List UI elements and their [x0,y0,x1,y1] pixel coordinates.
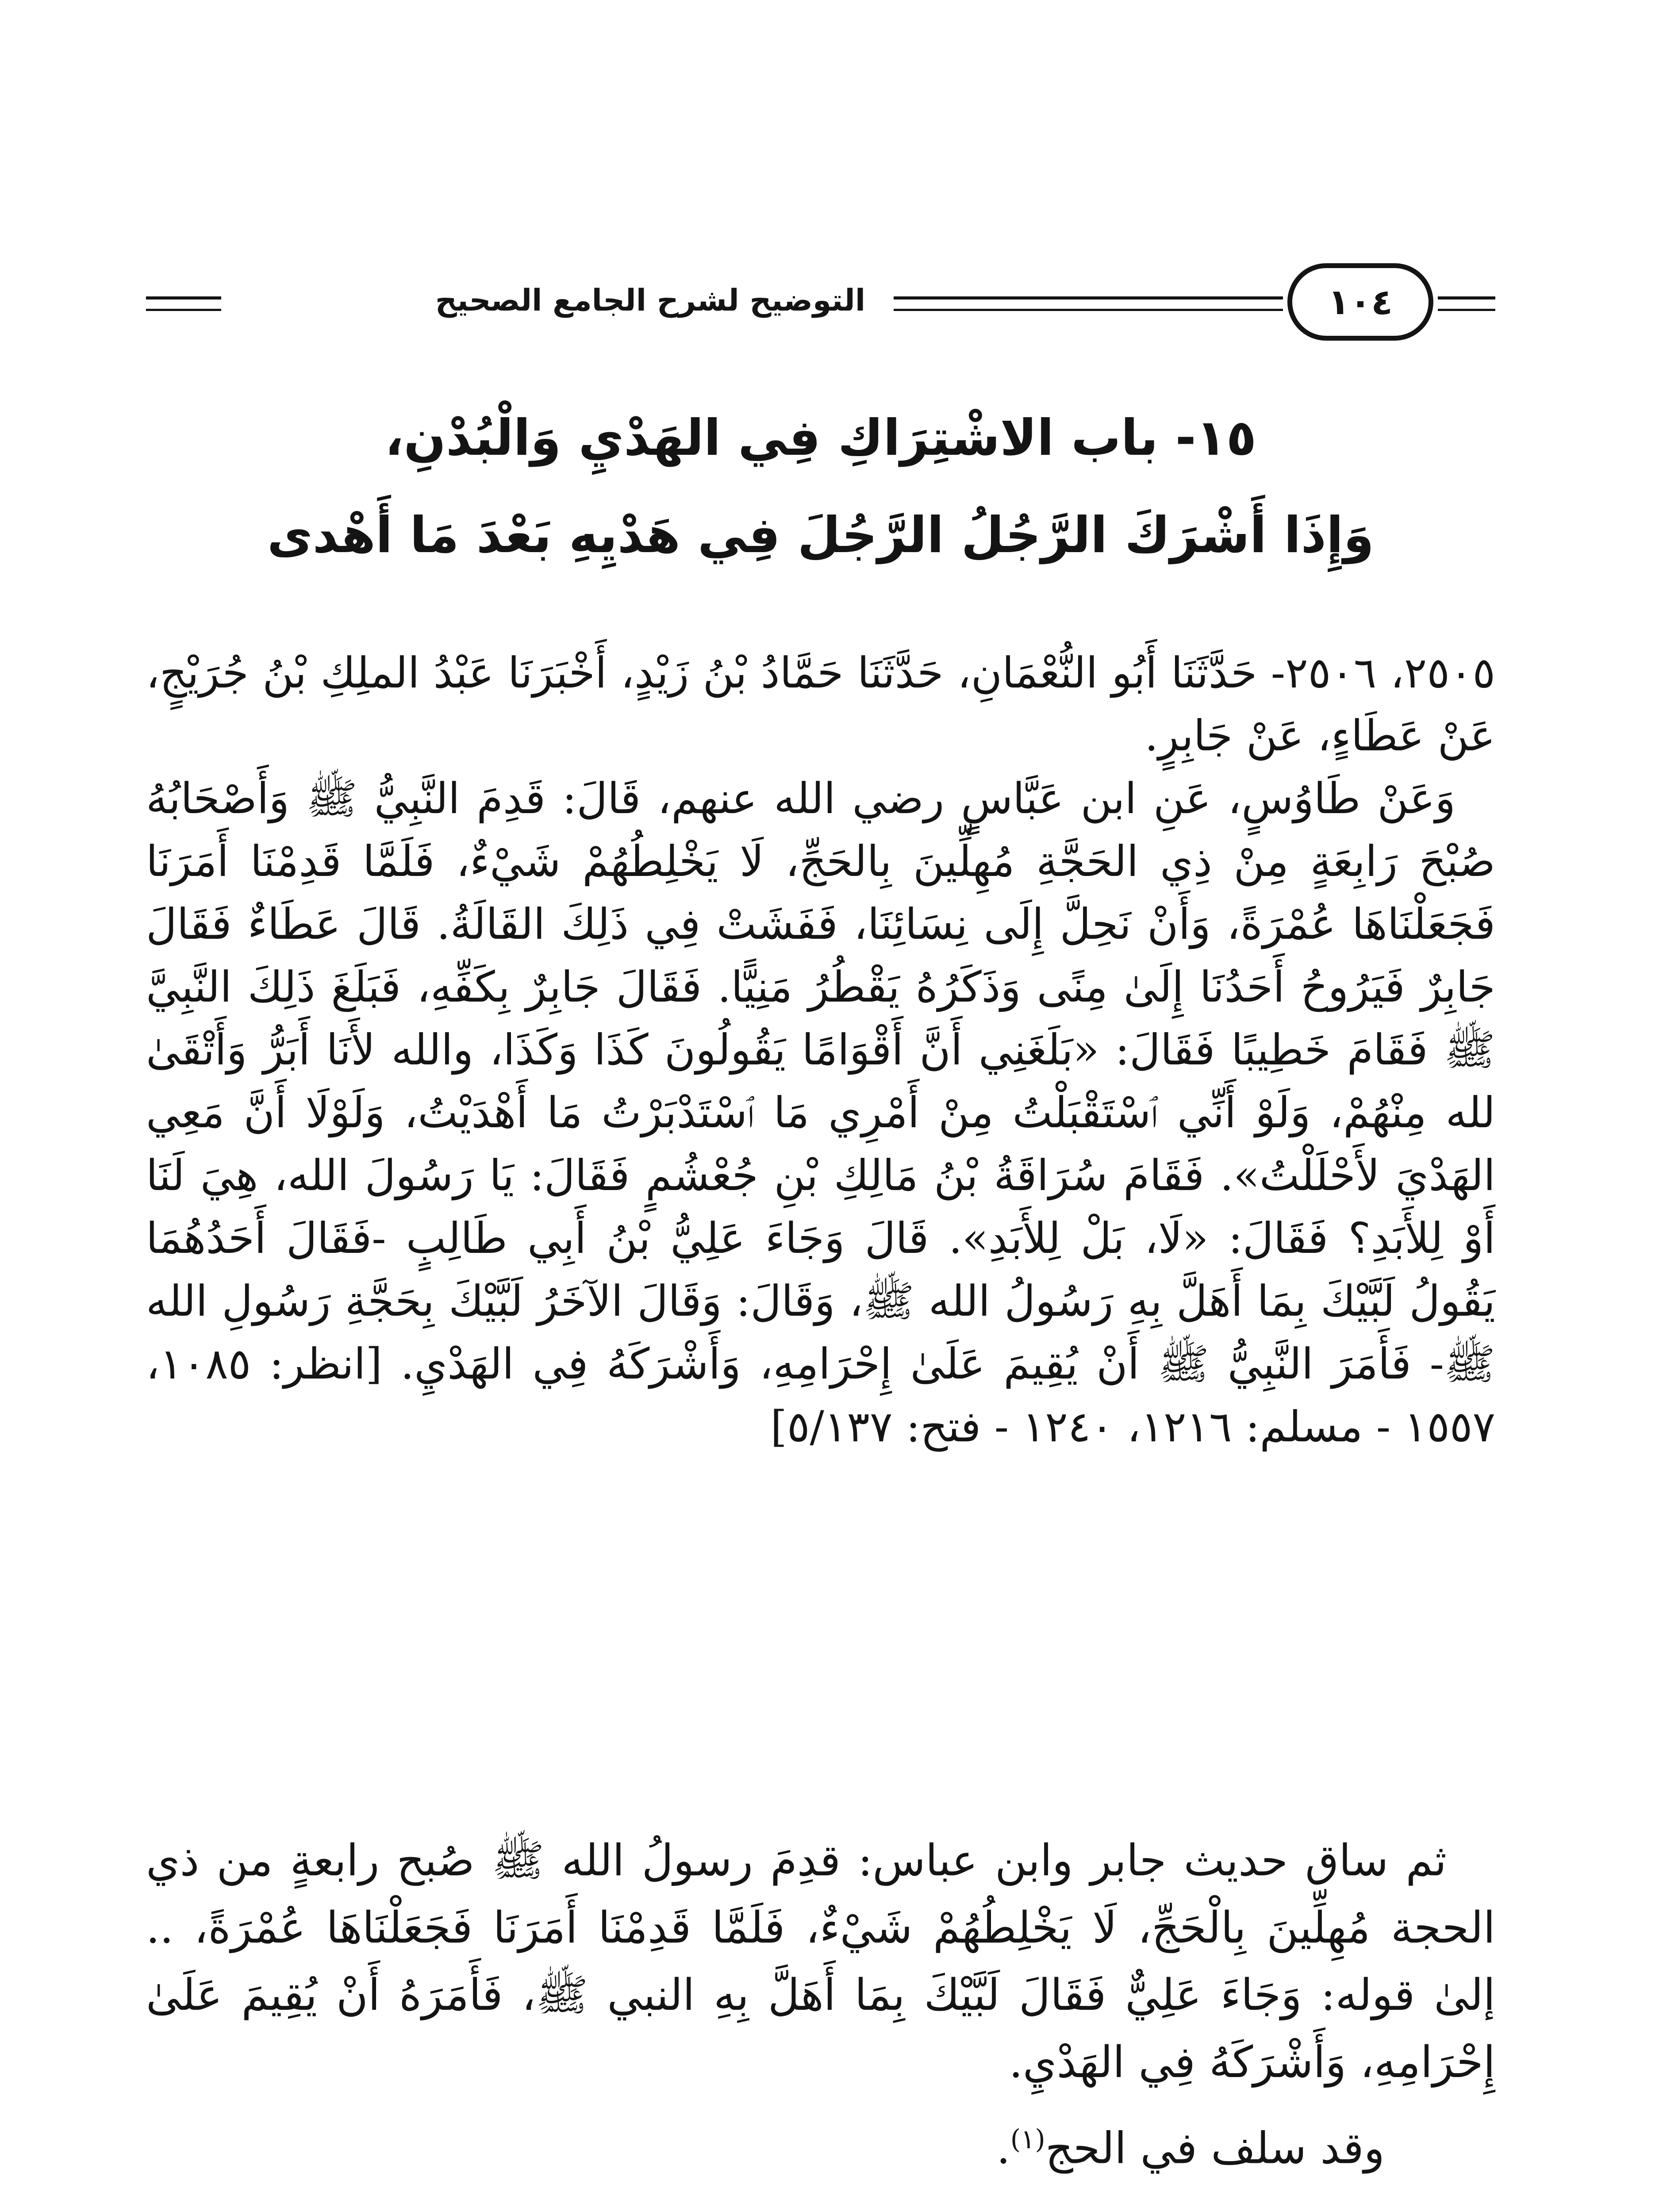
running-header [146,261,1495,349]
header-rule-left [146,309,221,311]
chapter-subtitle: وَإِذَا أَشْرَكَ الرَّجُلُ الرَّجُلَ فِي هَدْيِهِ بَعْدَ مَا أَهْدى [267,507,1374,564]
header-rule-middle [894,296,1283,300]
commentary [146,1827,1495,2096]
isnad: ٢٥٠٥، ٢٥٠٦- حَدَّثَنَا أَبُو النُّعْمَانِ، حَدَّثَنَا حَمَّادُ بْنُ زَيْدٍ، أَخْبَرَنَا عَبْدُ الملِكِ بْنُ جُرَيْجٍ، عَنْ عَطَاءٍ، عَنْ جَابِرٍ. [146,648,1496,760]
book-title: التوضيح لشرح الجامع الصحيح [435,283,866,318]
header-rule-middle [894,309,1283,311]
header-rule-left [146,296,221,300]
hadith-text [146,641,1495,1458]
hadith-reference: [انظر: ١٠٨٥، ١٥٥٧ - مسلم: ١٢١٦، ١٢٤٠ - فتح: ٥/١٣٧] [146,1339,1495,1452]
chapter-title: ١٥- باب الاشْتِرَاكِ فِي الهَدْيِ وَالْبُدْنِ، [384,409,1257,467]
page-number: ١٠٤ [1287,263,1433,341]
header-rule-right [1438,296,1495,300]
footnote-ref: (١) [1010,2124,1045,2155]
hadith-matn: وَعَنْ طَاوُسٍ، عَنِ ابن عَبَّاسٍ رضي الله عنهم، قَالَ: قَدِمَ النَّبِيُّ ﷺ وَأَصْحَابُهُ صُبْحَ رَابِعَةٍ مِنْ ذِي الحَجَّةِ مُهِلِّينَ بِالحَجِّ، لَا يَخْلِطُهُمْ شَيْءٌ، فَلَمَّا قَدِمْنَا أَمَرَنَا فَجَعَلْنَاهَا عُمْرَةً، وَأَنْ نَحِلَّ إِلَى نِسَائِنَا، فَفَشَتْ فِي ذَلِكَ القَالَةُ. قَالَ عَطَاءٌ فَقَالَ جَابِرٌ فَيَرُوحُ أَحَدُنَا إِلَىٰ مِنًى وَذَكَرُهُ يَقْطُرُ مَنِيًّا. فَقَالَ جَابِرٌ بِكَفِّهِ، فَبَلَغَ ذَلِكَ النَّبِيَّ ﷺ فَقَامَ خَطِيبًا فَقَالَ: «بَلَغَنِي أَنَّ أَقْوَامًا يَقُولُونَ كَذَا وَكَذَا، والله لأَنَا أَبَرُّ وَأَتْقَىٰ لله مِنْهُمْ، وَلَوْ أَنِّي ٱسْتَقْبَلْتُ مِنْ أَمْرِي مَا ٱسْتَدْبَرْتُ مَا أَهْدَيْتُ، وَلَوْلَا أَنَّ مَعِي الهَدْيَ لأَحْلَلْتُ». فَقَامَ سُرَاقَةُ بْنُ مَالِكِ بْنِ جُعْشُمٍ فَقَالَ: يَا رَسُولَ الله، هِيَ لَنَا أَوْ لِلأَبَدِ؟ فَقَالَ: «لَا، بَلْ لِلأَبَدِ». قَالَ وَجَاءَ عَلِيُّ بْنُ أَبِي طَالِبٍ -فَقَالَ أَحَدُهُمَا يَقُولُ لَبَّيْكَ بِمَا أَهَلَّ بِهِ رَسُولُ الله ﷺ، وَقَالَ: وَقَالَ الآخَرُ لَبَّيْكَ بِحَجَّةِ رَسُولِ الله ﷺ- فَأَمَرَ النَّبِيُّ ﷺ أَنْ يُقِيمَ عَلَىٰ إِحْرَامِهِ، وَأَشْرَكَهُ فِي الهَدْيِ. [146,774,1496,1389]
closing-line: وقد سلف في الحج$^{(١)}$. [996,2123,1385,2174]
header-rule-right [1438,309,1495,311]
commentary-text: ثم ساق حديث جابر وابن عباس: قدِمَ رسولُ الله ﷺ صُبح رابعةٍ من ذي الحجة مُهِلِّينَ بِالْحَجِّ، لَا يَخْلِطُهُمْ شَيْءٌ، فَلَمَّا قَدِمْنَا أَمَرَنَا فَجَعَلْنَاهَا عُمْرَةً، .. إلىٰ قوله: وَجَاءَ عَلِيٌّ فَقَالَ لَبَّيْكَ بِمَا أَهَلَّ بِهِ النبي ﷺ، فَأَمَرَهُ أَنْ يُقِيمَ عَلَىٰ إِحْرَامِهِ، وَأَشْرَكَهُ فِي الهَدْيِ. [146,1836,1495,2088]
